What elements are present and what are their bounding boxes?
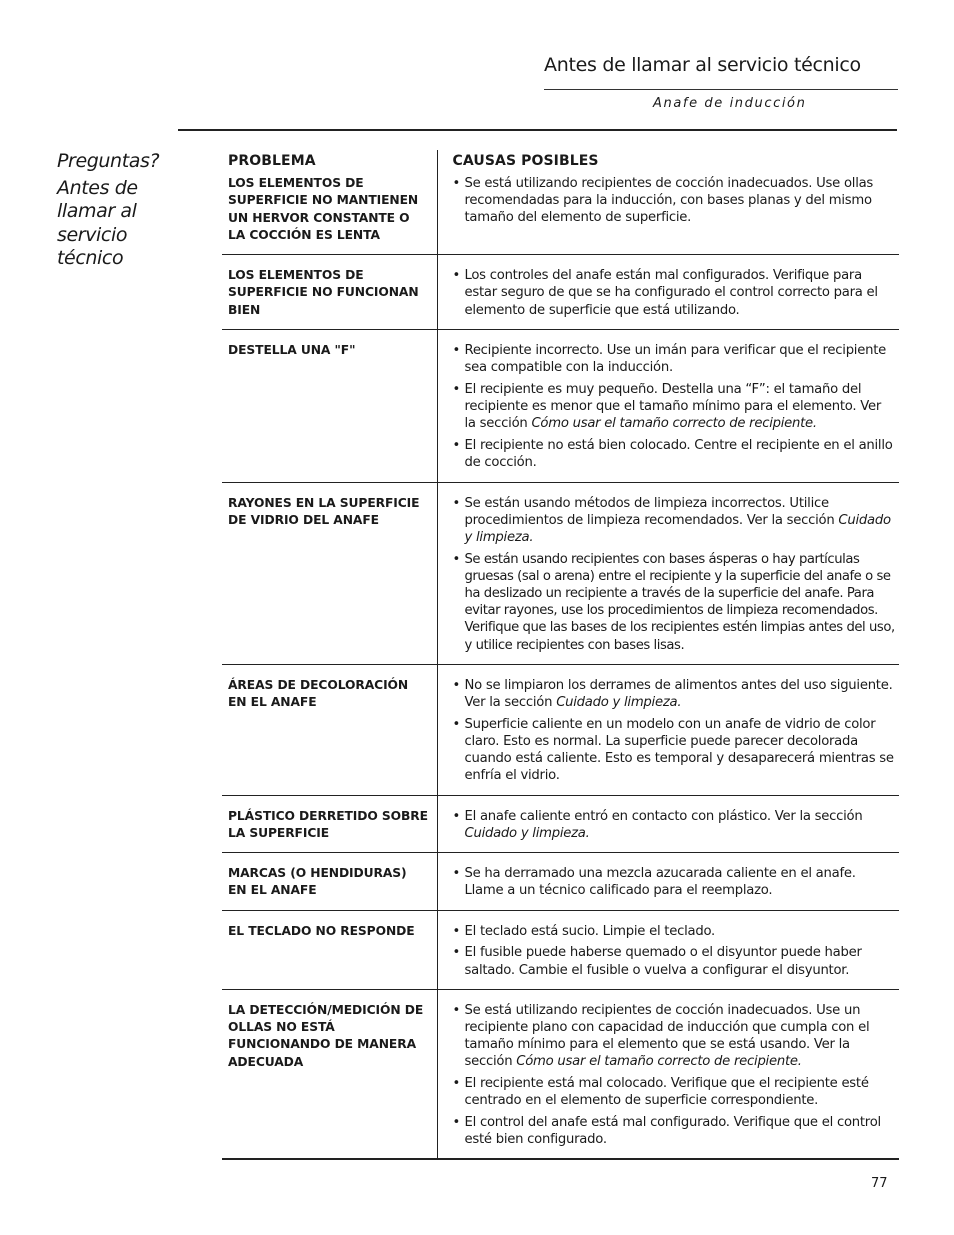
- table-row: [222, 664, 899, 795]
- causes-cell: [437, 482, 899, 664]
- causes-cell: [437, 173, 899, 255]
- column-header-problem: PROBLEMA: [228, 153, 316, 169]
- cause-text: Se está utilizando recipientes de cocción inadecuados. Use ollas recomendadas para la inducción, con bases planas y del mismo tamaño del elemento de superficie.: [464, 176, 874, 226]
- cause-text: Se está utilizando recipientes de cocción inadecuados. Use un recipiente plano con capacidad de inducción que cumpla con el tamaño mínimo para el elemento que se está usando. Ver la sección: [464, 1002, 870, 1070]
- cause-text: El recipiente está mal colocado. Verifique que el recipiente esté centrado en el elemento de superficie correspondiente.: [464, 1076, 869, 1109]
- problem-text: LA DETECCIÓN/MEDICIÓN DE OLLAS NO ESTÁ FUNCIONANDO DE MANERA ADECUADA: [228, 1002, 424, 1069]
- cause-item: [453, 923, 896, 940]
- causes-list: [453, 267, 896, 319]
- cause-text: Superficie caliente en un modelo con un anafe de vidrio de color claro. Esto es normal. La superficie puede parecer decolorada cuando está caliente. Esto es temporal y desaparecerá mientras se enfría el vidrio.: [464, 716, 894, 784]
- causes-list: [453, 923, 896, 979]
- cause-text: El anafe caliente entró en contacto con plástico. Ver la sección: [464, 808, 863, 824]
- causes-cell: [437, 795, 899, 853]
- cause-item: [453, 1002, 896, 1071]
- cause-item: [453, 381, 896, 433]
- cause-item: [453, 865, 896, 899]
- causes-list: [453, 1002, 896, 1149]
- table-row: [222, 989, 899, 1159]
- problem-text: DESTELLA UNA "F": [228, 343, 356, 358]
- cause-text: Los controles del anafe están mal configurados. Verifique para estar seguro de que se ha configurado el control correcto para el elemento de superficie que está utilizando.: [464, 268, 878, 318]
- cause-item: [453, 175, 896, 227]
- cause-text: El control del anafe está mal configurado. Verifique que el control esté bien configurado.: [464, 1115, 881, 1148]
- cause-section-reference: Cuidado y limpieza.: [464, 825, 590, 841]
- cause-text: El fusible puede haberse quemado o el disyuntor puede haber saltado. Cambie el fusible o vuelva a configurar el disyuntor.: [464, 945, 862, 978]
- causes-list: [453, 677, 896, 785]
- causes-cell: [437, 255, 899, 330]
- sidebar-question: Preguntas?: [57, 150, 160, 172]
- table-row: [222, 330, 899, 482]
- cause-item: [453, 1075, 896, 1109]
- cause-item: [453, 1114, 896, 1148]
- problem-text: RAYONES EN LA SUPERFICIE DE VIDRIO DEL ANAFE: [228, 495, 420, 527]
- sidebar-line: técnico: [57, 247, 124, 270]
- table-header-row: [222, 150, 899, 173]
- causes-cell: [437, 910, 899, 989]
- sidebar-heading: [57, 150, 187, 271]
- problem-text: LOS ELEMENTOS DE SUPERFICIE NO FUNCIONAN BIEN: [228, 268, 419, 317]
- cause-text: Se están usando métodos de limpieza incorrectos. Utilice procedimientos de limpieza recomendados. Ver la sección: [464, 495, 839, 528]
- problem-cell: [222, 664, 437, 795]
- cause-section-reference: Cuidado y limpieza.: [556, 695, 682, 711]
- problem-text: MARCAS (O HENDIDURAS) EN EL ANAFE: [228, 866, 407, 898]
- header-cell-problem: [222, 150, 437, 173]
- problem-cell: [222, 330, 437, 482]
- causes-list: [453, 342, 896, 471]
- cause-text: Se ha derramado una mezcla azucarada caliente en el anafe. Llame a un técnico calificado para el reemplazo.: [464, 866, 856, 899]
- causes-cell: [437, 853, 899, 911]
- table-row: [222, 795, 899, 853]
- causes-cell: [437, 330, 899, 482]
- causes-list: [453, 808, 896, 842]
- cause-item: [453, 342, 896, 376]
- table-row: [222, 482, 899, 664]
- sidebar-line: llamar al: [57, 200, 137, 223]
- page-header-title: Antes de llamar al servicio técnico: [544, 54, 861, 76]
- cause-text: El recipiente no está bien colocado. Centre el recipiente en el anillo de cocción.: [464, 438, 893, 471]
- cause-section-reference: Cómo usar el tamaño correcto de recipiente.: [516, 1054, 802, 1070]
- problem-cell: [222, 795, 437, 853]
- cause-item: [453, 437, 896, 471]
- table-row: [222, 910, 899, 989]
- header-cell-causes: [437, 150, 899, 173]
- problem-text: PLÁSTICO DERRETIDO SOBRE LA SUPERFICIE: [228, 808, 428, 840]
- problem-cell: [222, 910, 437, 989]
- problem-cell: [222, 482, 437, 664]
- cause-text: El teclado está sucio. Limpie el teclado.: [464, 923, 715, 939]
- problem-cell: [222, 255, 437, 330]
- problem-cell: [222, 173, 437, 255]
- cause-item: [453, 267, 896, 319]
- cause-section-reference: Cuidado y limpieza.: [464, 512, 891, 545]
- cause-text: Se están usando recipientes con bases ásperas o hay partículas gruesas (sal o arena) entre el recipiente y la superficie del anafe o se ha deslizado un recipiente a través de la superficie del anafe. Para evitar rayones, use los procedimientos de limpieza recomendados. Verifique que las bases de los recipientes estén limpias antes del uso, y utilice recipientes con bases lisas.: [464, 551, 895, 653]
- table-row: [222, 255, 899, 330]
- problem-cell: [222, 853, 437, 911]
- problem-text: ÁREAS DE DECOLORACIÓN EN EL ANAFE: [228, 677, 409, 710]
- causes-list: [453, 495, 896, 654]
- cause-text: No se limpiaron los derrames de alimentos antes del uso siguiente. Ver la sección: [464, 677, 893, 711]
- causes-list: [453, 865, 896, 899]
- table-row: [222, 853, 899, 911]
- cause-item: [453, 944, 896, 978]
- header-divider: [544, 89, 898, 90]
- causes-cell: [437, 664, 899, 795]
- sidebar-line: servicio: [57, 223, 128, 246]
- cause-item: [453, 716, 896, 785]
- table-row: [222, 173, 899, 255]
- cause-item: [453, 808, 896, 842]
- problem-text: EL TECLADO NO RESPONDE: [228, 923, 415, 938]
- troubleshooting-table: [222, 150, 899, 1160]
- cause-item: [453, 677, 896, 711]
- cause-item: [453, 495, 896, 547]
- causes-list: [453, 175, 896, 227]
- problem-text: LOS ELEMENTOS DE SUPERFICIE NO MANTIENEN UN HERVOR CONSTANTE O LA COCCIÓN ES LENTA: [228, 176, 419, 242]
- sidebar-line: Antes de: [57, 176, 138, 199]
- page-number: 77: [871, 1176, 888, 1191]
- problem-cell: [222, 989, 437, 1159]
- cause-text: El recipiente es muy pequeño. Destella una “F”: el tamaño del recipiente es menor que el tamaño mínimo para el elemento. Ver la sección: [464, 381, 882, 432]
- cause-item: [453, 551, 896, 654]
- page-header-subtitle: Anafe de inducción: [653, 96, 807, 111]
- cause-section-reference: Cómo usar el tamaño correcto de recipiente.: [531, 416, 817, 432]
- main-divider: [178, 129, 897, 131]
- cause-text: Recipiente incorrecto. Use un imán para verificar que el recipiente sea compatible con la inducción.: [464, 343, 886, 376]
- column-header-causes: CAUSAS POSIBLES: [452, 153, 599, 169]
- causes-cell: [437, 989, 899, 1159]
